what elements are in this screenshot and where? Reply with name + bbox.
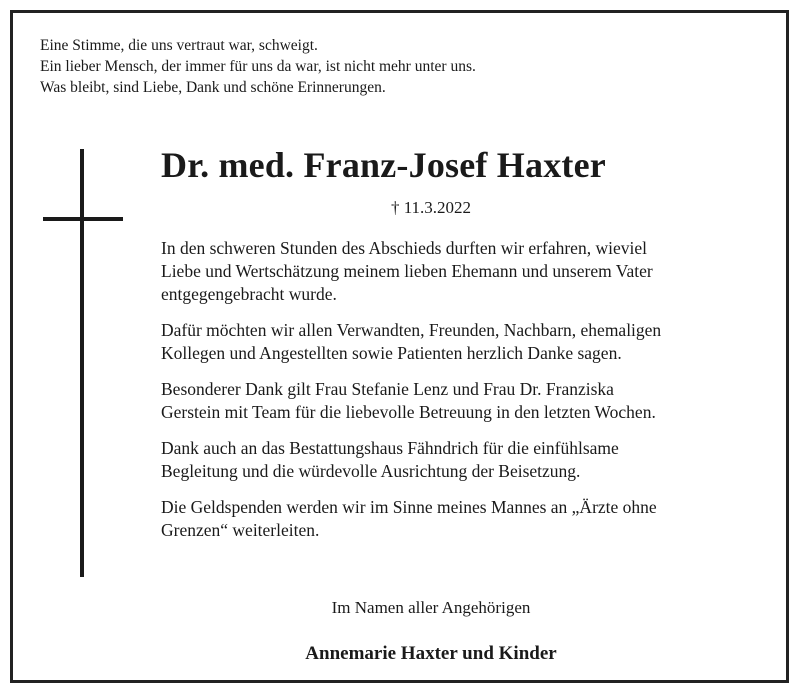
text-line: Liebe und Wertschätzung meinem lieben Ehemann und unserem Vater bbox=[161, 261, 653, 281]
text-line: Grenzen“ weiterleiten. bbox=[161, 520, 320, 540]
text-line: Besonderer Dank gilt Frau Stefanie Lenz und Frau Dr. Franziska bbox=[161, 379, 614, 399]
cross-icon-vertical bbox=[80, 149, 84, 577]
text-line: Die Geldspenden werden wir im Sinne meines Mannes an „Ärzte ohne bbox=[161, 497, 657, 517]
text-line: Kollegen und Angestellten sowie Patienten herzlich Danke sagen. bbox=[161, 343, 622, 363]
signature-names: Annemarie Haxter und Kinder bbox=[305, 643, 557, 664]
closing-phrase: Im Namen aller Angehörigen bbox=[331, 598, 531, 617]
obituary-frame bbox=[10, 10, 789, 683]
text-line: Begleitung und die würdevolle Ausrichtung der Beisetzung. bbox=[161, 461, 581, 481]
text-line: Dank auch an das Bestattungshaus Fähndrich für die einfühlsame bbox=[161, 438, 619, 458]
text-line: Gerstein mit Team für die liebevolle Betreuung in den letzten Wochen. bbox=[161, 402, 656, 422]
thank-you-text bbox=[161, 237, 761, 542]
deceased-name: Dr. med. Franz-Josef Haxter bbox=[161, 145, 606, 185]
motto-line: Eine Stimme, die uns vertraut war, schweigt. bbox=[40, 37, 318, 54]
motto-verse bbox=[40, 35, 740, 98]
motto-line: Ein lieber Mensch, der immer für uns da war, ist nicht mehr unter uns. bbox=[40, 58, 476, 75]
text-line: In den schweren Stunden des Abschieds durften wir erfahren, wieviel bbox=[161, 238, 647, 258]
text-line: Dafür möchten wir allen Verwandten, Freunden, Nachbarn, ehemaligen bbox=[161, 320, 662, 340]
death-date: † 11.3.2022 bbox=[390, 198, 472, 217]
text-line: entgegengebracht wurde. bbox=[161, 284, 337, 304]
motto-line: Was bleibt, sind Liebe, Dank und schöne Erinnerungen. bbox=[40, 79, 386, 96]
cross-icon-horizontal bbox=[43, 217, 123, 221]
